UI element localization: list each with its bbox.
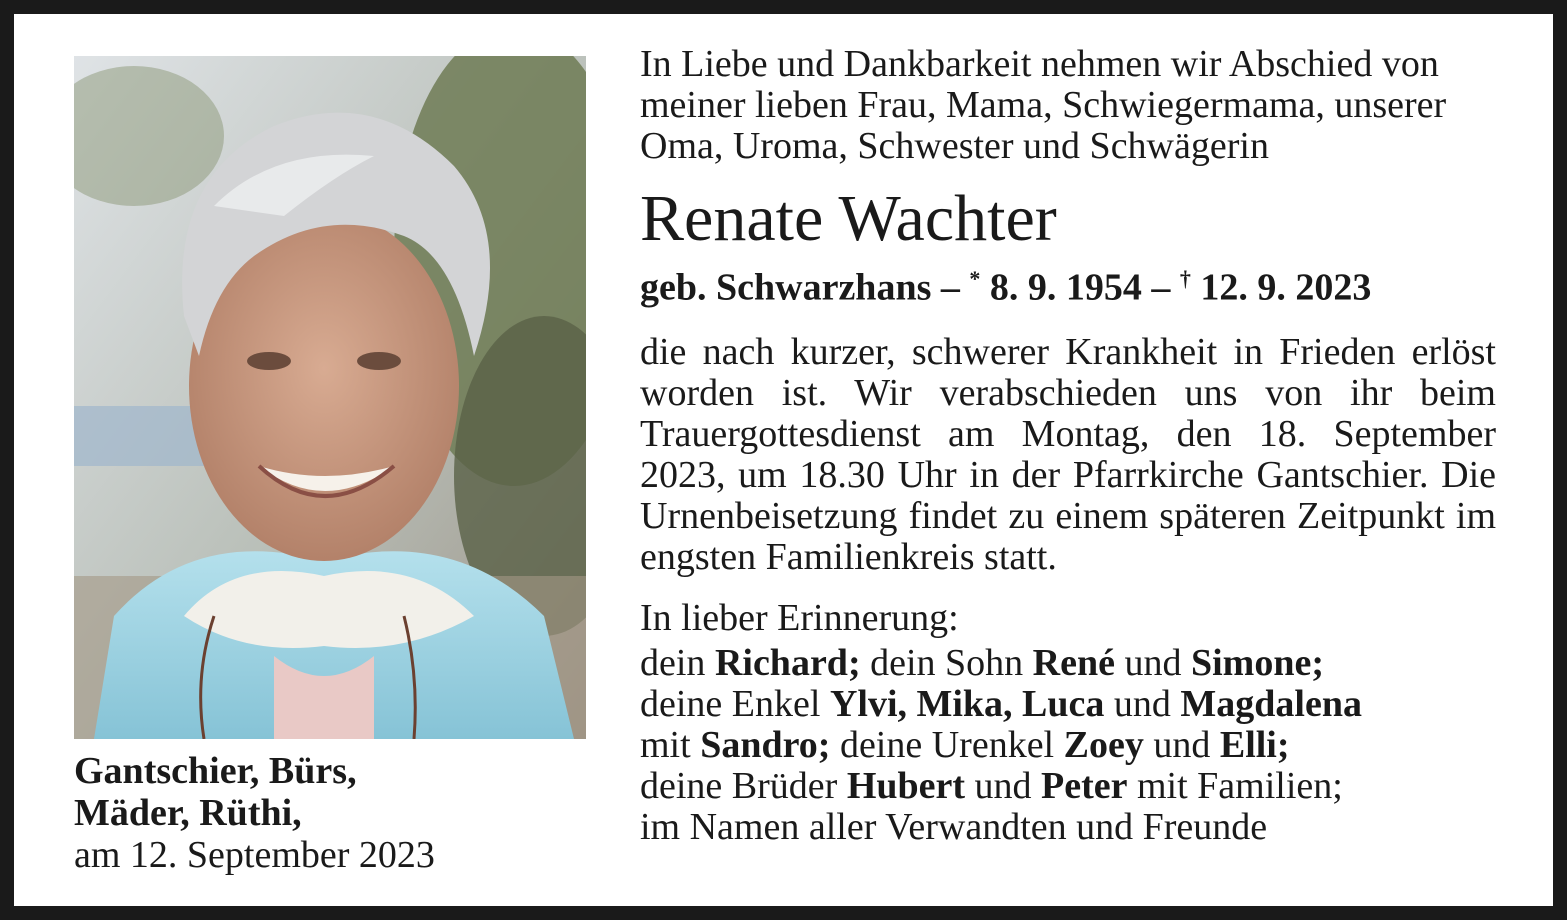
family-text: deine Brüder [640, 764, 847, 807]
family-member-name: Zoey [1063, 723, 1144, 766]
family-member-name: Simone; [1190, 641, 1324, 684]
family-member-name: Sandro; [700, 723, 831, 766]
birth-death-line [640, 257, 1496, 310]
memory-heading: In lieber Erinnerung: [640, 596, 959, 639]
family-line [640, 725, 1496, 766]
family-text: deine Urenkel [830, 723, 1064, 766]
family-text: deine Enkel [640, 682, 830, 725]
family-text: und [1104, 682, 1181, 725]
family-text: und [965, 764, 1042, 807]
place-line-2: Mäder, Rüthi, [74, 792, 302, 834]
born-date: 8. 9. 1954 – [980, 266, 1180, 309]
family-member-name: Peter [1041, 764, 1128, 807]
born-symbol: * [969, 266, 981, 291]
died-date: 12. 9. 2023 [1190, 266, 1372, 309]
family-member-name: Elli; [1219, 723, 1290, 766]
notice-text [640, 44, 1496, 848]
family-list [640, 643, 1496, 848]
family-text: mit [640, 723, 701, 766]
maiden-name: geb. Schwarzhans – [640, 266, 970, 309]
deceased-name: Renate Wachter [640, 182, 1057, 255]
family-text: dein [640, 641, 715, 684]
intro-paragraph: In Liebe und Dankbarkeit nehmen wir Abschied von meiner lieben Frau, Mama, Schwiegermama, unserer Oma, Uroma, Schwester und Schwägerin [640, 43, 1447, 167]
notice-date: am 12. September 2023 [74, 834, 435, 876]
family-member-name: Richard; [714, 641, 861, 684]
family-text: im Namen aller Verwandten und Freunde [640, 805, 1268, 848]
family-member-name: René [1032, 641, 1115, 684]
place-line-1: Gantschier, Bürs, [74, 750, 357, 792]
family-line [640, 807, 1496, 848]
family-text: dein Sohn [860, 641, 1033, 684]
family-member-name: Magdalena [1180, 682, 1362, 725]
died-symbol: † [1179, 266, 1191, 291]
family-text: mit Familien; [1127, 764, 1343, 807]
family-member-name: Hubert [846, 764, 966, 807]
family-line [640, 766, 1496, 807]
family-line [640, 643, 1496, 684]
family-line [640, 684, 1496, 725]
family-text: und [1114, 641, 1191, 684]
family-text: und [1143, 723, 1220, 766]
notice-panel [14, 14, 1553, 906]
family-member-name: Ylvi, Mika, Luca [829, 682, 1105, 725]
place-and-date [74, 750, 594, 876]
service-paragraph: die nach kurzer, schwerer Krankheit in Frieden erlöst worden ist. Wir verabschieden uns von ihr beim Trauergottesdienst am Montag, den 18. September 2023, um 18.30 Uhr in der Pfarrkirche Gantschier. Die Urnenbeisetzung findet zu einem späteren Zeitpunkt im engsten Familienkreis statt. [640, 330, 1496, 578]
portrait-photo [74, 56, 586, 739]
portrait-image [74, 56, 586, 739]
